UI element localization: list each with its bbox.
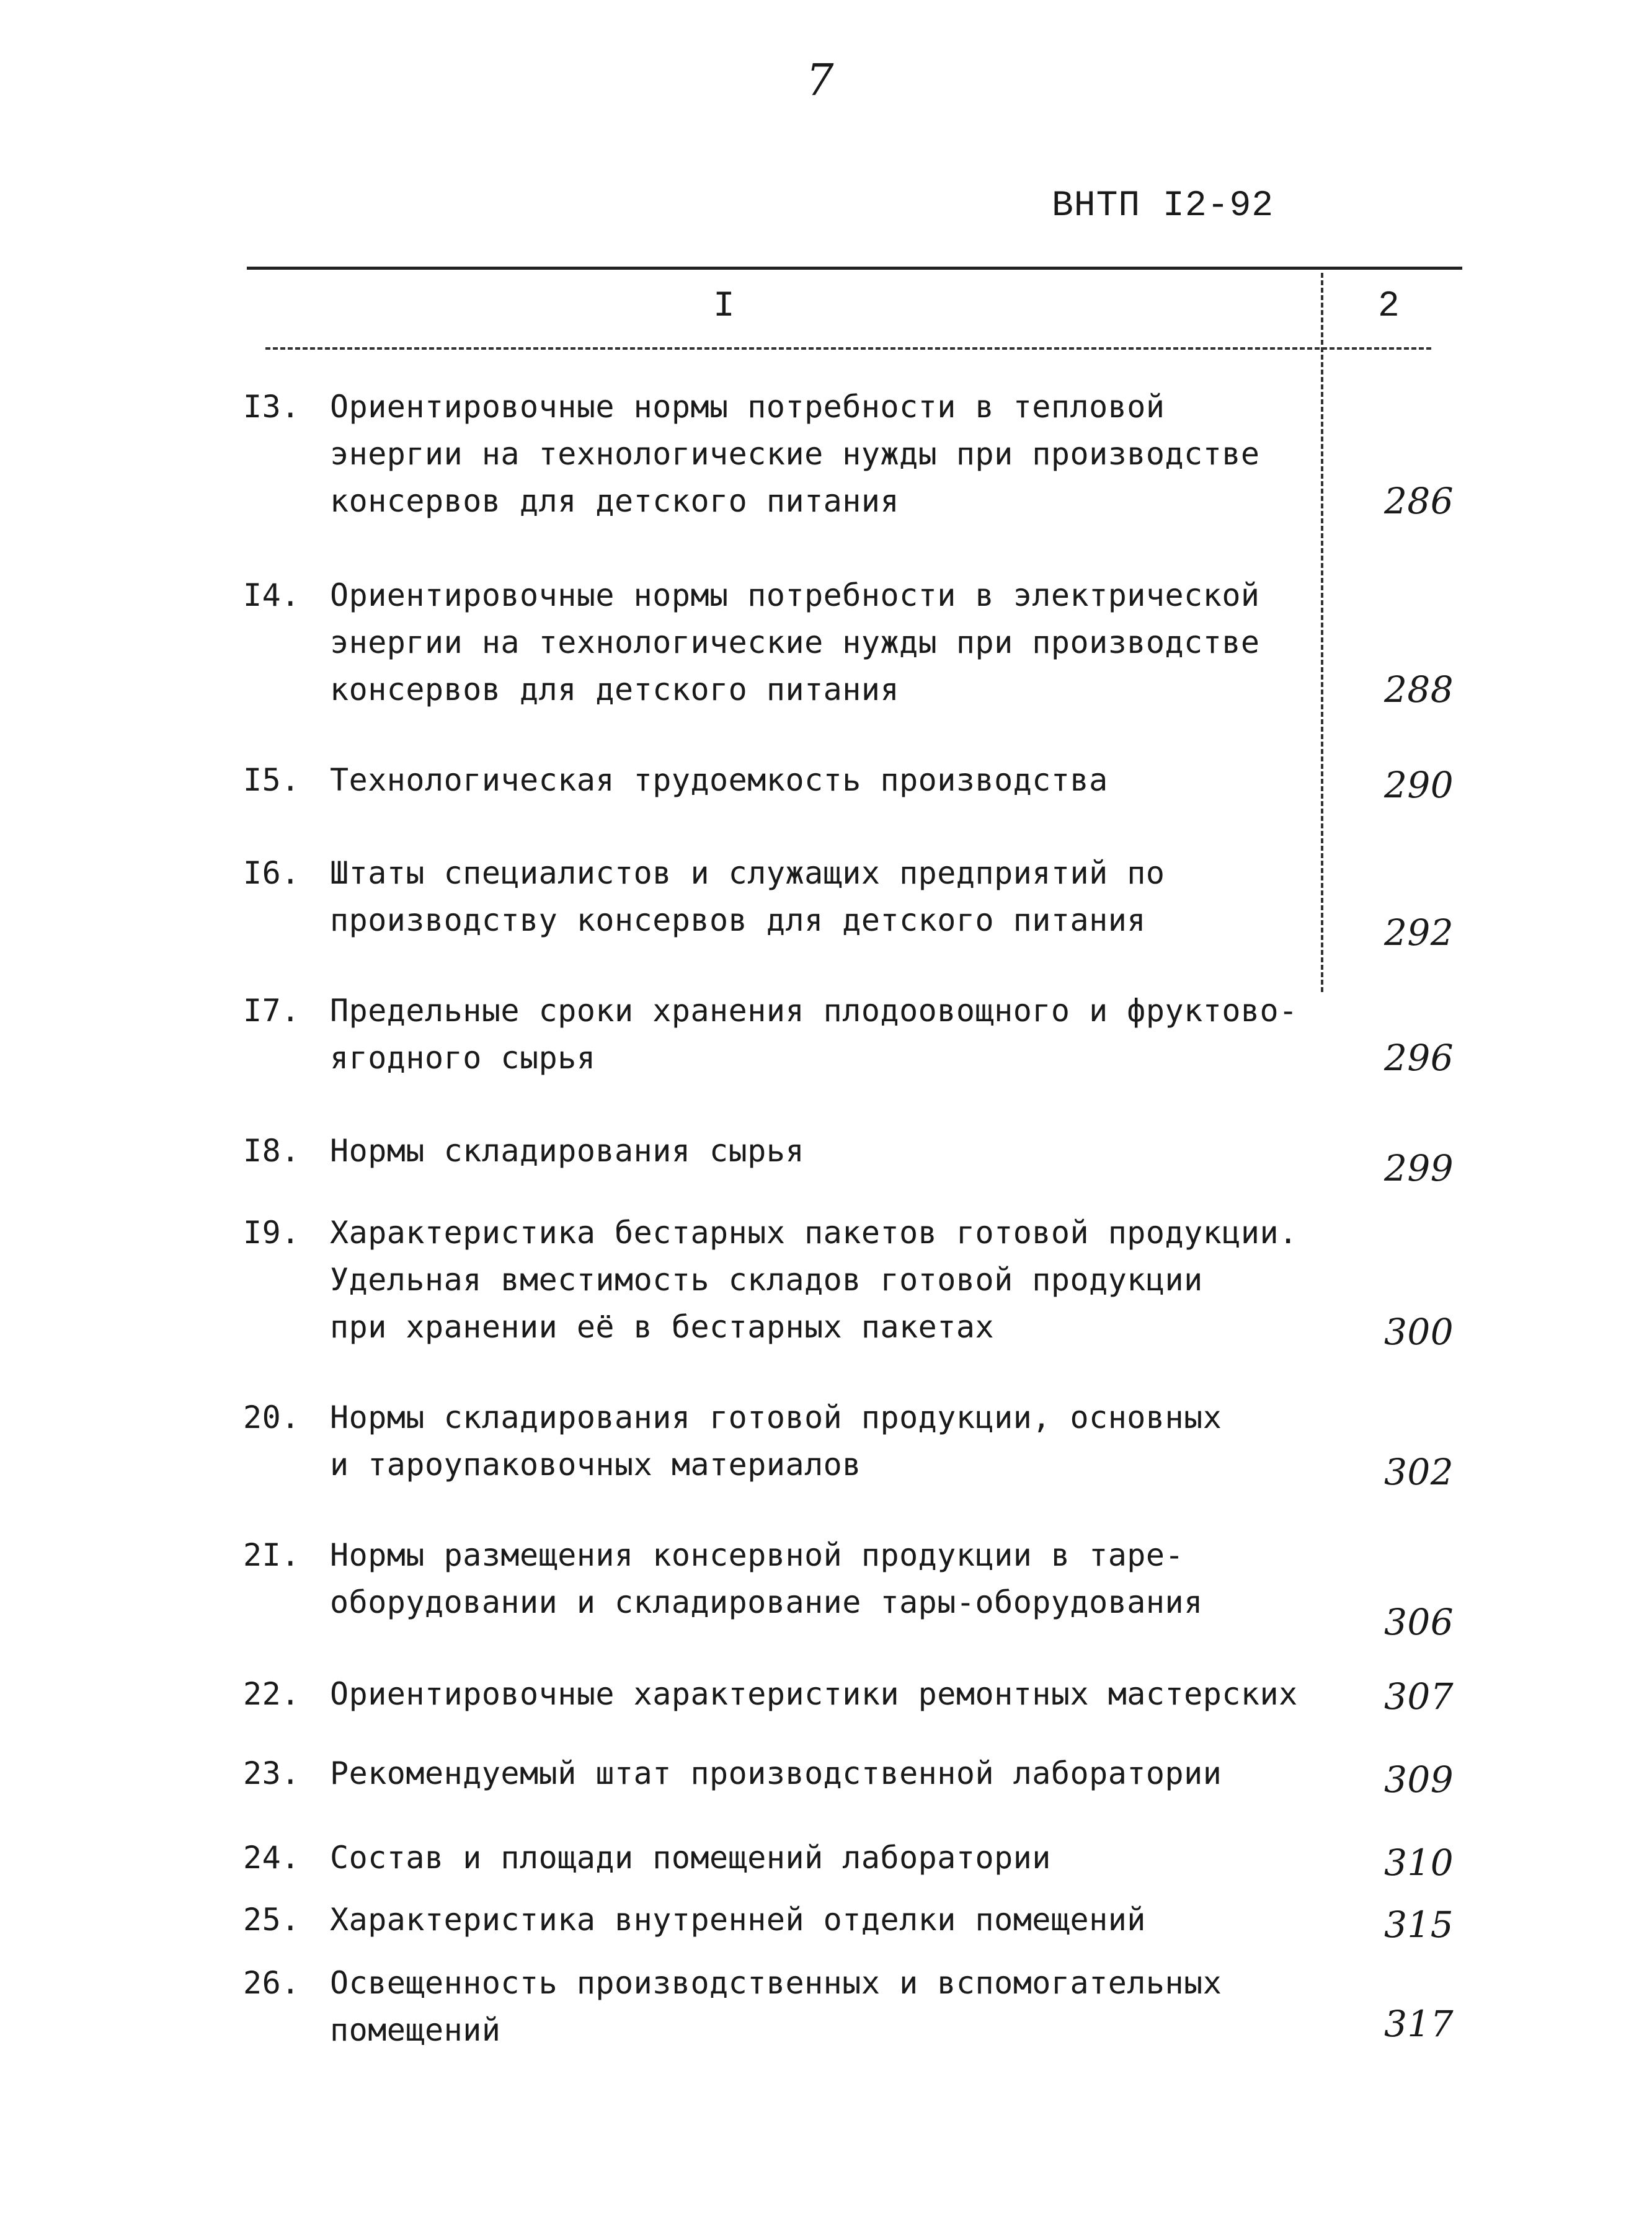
entry-page: 317: [1384, 2003, 1454, 2045]
entry-title: Ориентировочные нормы потребности в тепловой энергии на технологические нужды при производстве консервов для детского питания: [330, 389, 1260, 519]
toc-entry-14: [243, 572, 1454, 713]
entry-page: 290: [1384, 764, 1454, 806]
toc-entry-16: [243, 849, 1454, 954]
entry-title: Предельные сроки хранения плодоовощного и фруктово- ягодного сырья: [330, 993, 1298, 1076]
toc-entry-21: [243, 1532, 1454, 1643]
entry-page: 292: [1384, 911, 1454, 954]
toc-entry-20: [243, 1394, 1454, 1493]
entry-number: 26.: [243, 1965, 300, 2001]
entry-number: I5.: [243, 762, 300, 798]
entry-number: I9.: [243, 1215, 300, 1251]
entry-title: Нормы складирования готовой продукции, основных и тароупаковочных материалов: [330, 1399, 1222, 1483]
toc-entry-22: [243, 1670, 1454, 1718]
toc-entry-17: [243, 987, 1454, 1081]
entry-number: 22.: [243, 1676, 300, 1712]
entry-page: 299: [1384, 1147, 1454, 1189]
entry-number: I8.: [243, 1133, 300, 1169]
entry-title: Ориентировочные характеристики ремонтных мастерских: [330, 1676, 1298, 1712]
entry-page: 296: [1384, 1037, 1454, 1079]
entry-title: Состав и площади помещений лаборатории: [330, 1840, 1051, 1876]
entry-number: 2I.: [243, 1537, 300, 1573]
table-top-rule: [247, 267, 1462, 270]
entry-number: 20.: [243, 1399, 300, 1435]
entry-title: Штаты специалистов и служащих предприятий по производству консервов для детского питания: [330, 855, 1165, 938]
column-header-1: I: [713, 286, 735, 327]
entry-title: Рекомендуемый штат производственной лаборатории: [330, 1755, 1222, 1791]
toc-entry-26: [243, 1959, 1454, 2054]
entry-page: 286: [1384, 480, 1454, 522]
entry-number: I7.: [243, 993, 300, 1029]
entry-title: Нормы размещения консервной продукции в таре- оборудовании и складирование тары-оборудования: [330, 1537, 1203, 1620]
entry-page: 307: [1384, 1675, 1454, 1718]
entry-title: Нормы складирования сырья: [330, 1133, 805, 1169]
entry-number: I3.: [243, 389, 300, 425]
toc-entry-18: [243, 1127, 1454, 1189]
entry-number: 23.: [243, 1755, 300, 1791]
toc-entry-13: [243, 383, 1454, 525]
entry-title: Характеристика внутренней отделки помещений: [330, 1902, 1146, 1938]
entry-number: 25.: [243, 1902, 300, 1938]
entry-number: I4.: [243, 577, 300, 613]
entry-title: Характеристика бестарных пакетов готовой продукции. Удельная вместимость складов готовой продукции при хранении её в бестарных пакетах: [330, 1215, 1298, 1345]
column-header-2: 2: [1378, 286, 1400, 327]
entry-number: I6.: [243, 855, 300, 891]
entry-page: 310: [1384, 1842, 1454, 1884]
entry-page: 288: [1384, 668, 1454, 711]
toc-entry-15: [243, 756, 1454, 806]
document-code: ВНТП I2-92: [1052, 186, 1274, 226]
entry-page: 315: [1384, 1904, 1454, 1946]
toc-entry-19: [243, 1209, 1454, 1353]
entry-title: Технологическая трудоемкость производства: [330, 762, 1108, 798]
toc-entry-25: [243, 1896, 1454, 1946]
entry-page: 300: [1384, 1311, 1454, 1353]
page-number: 7: [806, 55, 834, 105]
entry-page: 309: [1384, 1758, 1454, 1801]
entry-page: 306: [1384, 1601, 1454, 1643]
table-header-rule: [265, 347, 1431, 350]
entry-title: Ориентировочные нормы потребности в электрической энергии на технологические нужды при производстве консервов для детского питания: [330, 577, 1260, 707]
toc-entry-23: [243, 1750, 1454, 1801]
entry-page: 302: [1384, 1451, 1454, 1493]
entry-number: 24.: [243, 1840, 300, 1876]
entry-title: Освещенность производственных и вспомогательных помещений: [330, 1965, 1222, 2048]
toc-entry-24: [243, 1834, 1454, 1884]
